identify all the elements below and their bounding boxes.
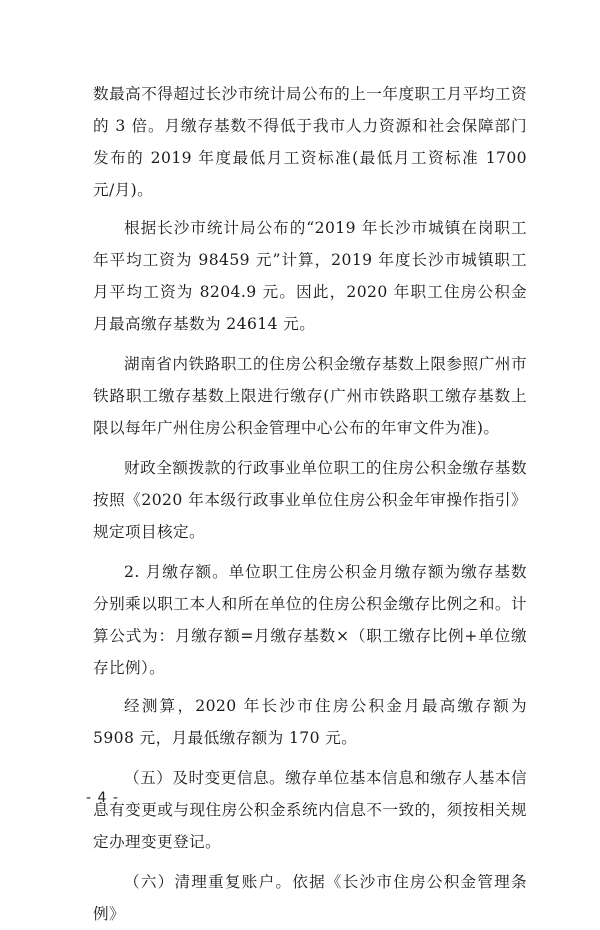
body-text <box>93 78 527 930</box>
paragraph-clean-duplicate-accounts: （六）清理重复账户。依据《长沙市住房公积金管理条例》 <box>93 873 527 923</box>
paragraph-average-wage-calculation: 根据长沙市统计局公布的“2019 年长沙市城镇在岗职工年平均工资为 98459 元”计算，2019 年度长沙市城镇职工月平均工资为 8204.9 元。因此，2020 年职工住房公积金月最高缴存基数为 24614 元。 <box>93 219 527 333</box>
paragraph-update-information: （五）及时变更信息。缴存单位基本信息和缴存人基本信息有变更或与现住房公积金系统内信息不一致的，须按相关规定办理变更登记。 <box>93 769 527 851</box>
paragraph-max-min-contribution: 经测算，2020 年长沙市住房公积金月最高缴存额为 5908 元，月最低缴存额为 170 元。 <box>93 697 527 747</box>
paragraph-railway-workers: 湖南省内铁路职工的住房公积金缴存基数上限参照广州市铁路职工缴存基数上限进行缴存(广州市铁路职工缴存基数上限以每年广州住房公积金管理中心公布的年审文件为准)。 <box>93 355 527 437</box>
paragraph-monthly-contribution: 2. 月缴存额。单位职工住房公积金月缴存额为缴存基数分别乘以职工本人和所在单位的住房公积金缴存比例之和。计算公式为：月缴存额=月缴存基数×（职工缴存比例+单位缴存比例）。 <box>93 563 527 677</box>
paragraph-government-units: 财政全额拨款的行政事业单位职工的住房公积金缴存基数按照《2020 年本级行政事业单位住房公积金年审操作指引》规定项目核定。 <box>93 459 527 541</box>
page-number: - 4 - <box>86 790 119 806</box>
paragraph-contribution-base-cap: 数最高不得超过长沙市统计局公布的上一年度职工月平均工资的 3 倍。月缴存基数不得低于我市人力资源和社会保障部门发布的 2019 年度最低月工资标准(最低月工资标准 1700 元/月)。 <box>93 85 527 199</box>
